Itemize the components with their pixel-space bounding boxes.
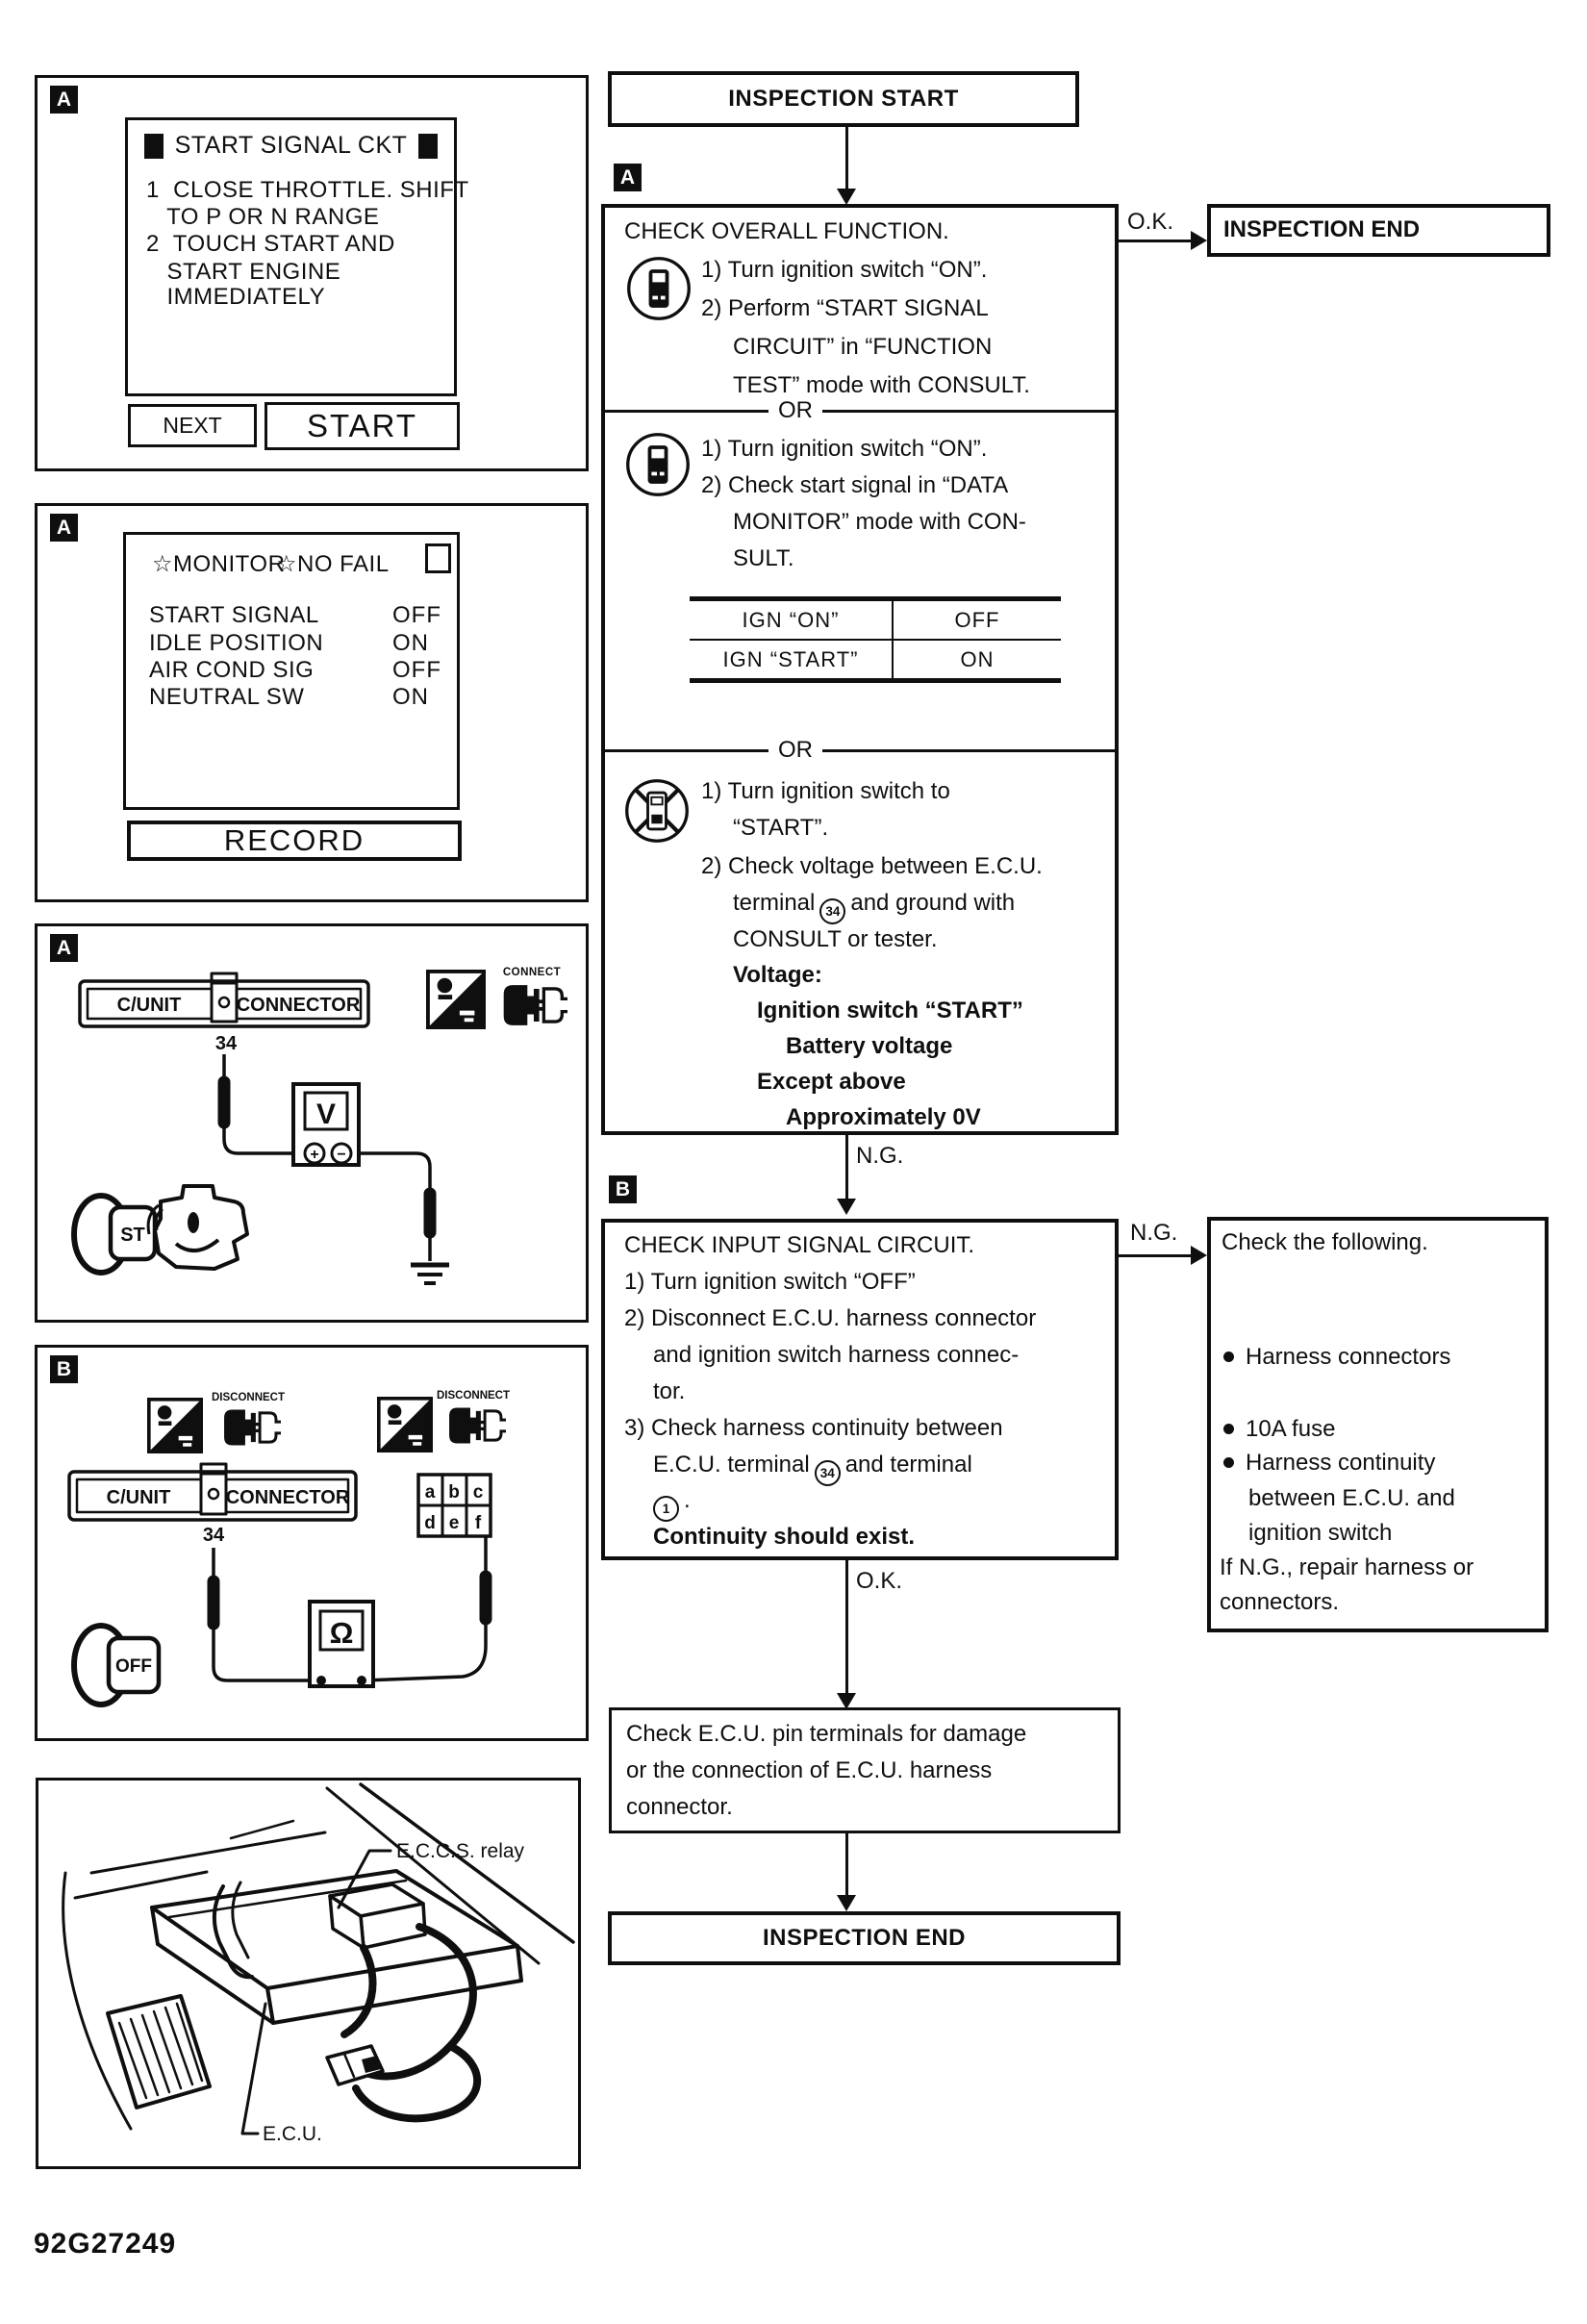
no-consult-icon [622,776,692,846]
arrow-right-icon [1191,231,1207,250]
screen-title-row [128,132,454,160]
connector-plug-icon [504,985,569,1025]
eccs-relay-label: E.C.C.S. relay [396,1840,525,1862]
screen-line: 2 TOUCH START AND [146,231,395,257]
consult-required-icon [624,254,693,323]
ohmmeter-icon [310,1602,373,1686]
svg-text:+: + [310,1147,319,1163]
svg-text:e: e [448,1513,460,1533]
section-badge-a2: A [50,514,78,542]
screen-line: IMMEDIATELY [146,284,326,310]
box-b-step-terminal: 1 . [653,1486,691,1522]
monitor-screen [123,532,460,810]
box-b-step: tor. [653,1378,686,1404]
connector-cartoon-icon [148,1186,247,1269]
ecu-check-line: or the connection of E.C.U. harness [626,1757,993,1783]
cunit-connector-plate [80,973,368,1026]
box-a-step: 2) Check voltage between E.C.U. [701,853,1043,879]
table-cell: OFF [954,607,1000,632]
check-following-title: Check the following. [1222,1229,1428,1255]
monitor-row-value: ON [392,684,429,710]
flow-connector [845,127,848,192]
svg-text:ST: ST [120,1225,145,1246]
ignition-key-start-icon [74,1196,155,1273]
table-cell: IGN “START” [690,641,894,678]
box-a-step: 1) Turn ignition switch “ON”. [701,257,988,283]
box-a-step: 1) Turn ignition switch to [701,778,950,804]
check-following-footer: connectors. [1220,1589,1340,1615]
consult-checker-icon [149,1400,201,1452]
voltage-hookup-drawing [38,926,586,1320]
box-a-title: CHECK OVERALL FUNCTION. [624,218,949,244]
box-b-step: 3) Check harness continuity between [624,1415,1003,1441]
screen-line: TO P OR N RANGE [146,204,380,230]
svg-text:OFF: OFF [115,1656,152,1677]
arrow-right-icon [1191,1246,1207,1265]
or-divider: OR [605,734,1115,767]
svg-text:d: d [424,1513,436,1533]
screen-line: START ENGINE [146,259,341,285]
section-badge-a1: A [50,86,78,114]
black-square-icon [418,134,438,159]
box-a-step: 1) Turn ignition switch “ON”. [701,436,988,462]
box-b-step-terminal: E.C.U. terminal 34 and terminal [653,1451,972,1486]
connect-label: CONNECT [502,967,562,978]
inspection-end-bottom-box: INSPECTION END [608,1911,1121,1965]
arrow-down-icon [837,1199,856,1215]
flow-connector [1119,240,1194,242]
box-a-step: SULT. [733,545,794,571]
table-cell: ON [960,646,995,671]
check-following-item: 10A fuse [1222,1415,1335,1444]
terminal-34-label: 34 [202,1525,225,1546]
check-following-footer: If N.G., repair harness or [1220,1554,1474,1580]
svg-text:CONNECTOR: CONNECTOR [236,995,361,1016]
record-button: RECORD [127,821,462,861]
monitor-row-label: START SIGNAL [149,602,319,628]
ecu-leader-line [242,2004,265,2134]
voltage-spec: Ignition switch “START” [757,998,1023,1023]
box-b-title: CHECK INPUT SIGNAL CIRCUIT. [624,1232,975,1258]
bullet-icon [1223,1424,1234,1434]
box-a-step: “START”. [733,815,829,841]
box-b-step: 1) Turn ignition switch “OFF” [624,1269,916,1295]
cunit-connector-plate [69,1464,356,1520]
box-a-step: TEST” mode with CONSULT. [733,372,1030,398]
svg-text:C/UNIT: C/UNIT [116,995,182,1016]
figure-code: 92G27249 [34,2228,177,2260]
inspection-start-box: INSPECTION START [608,71,1079,127]
bullet-icon [1223,1457,1234,1468]
table-cell: IGN “ON” [690,601,894,639]
or-divider: OR [605,394,1115,427]
flow-badge-a: A [614,164,642,191]
ecu-location-figure-panel [36,1778,581,2169]
voltage-check-diagram-panel [35,923,589,1323]
svg-text:Ω: Ω [329,1616,354,1650]
voltage-spec: Battery voltage [786,1033,953,1059]
ecu-location-drawing [38,1781,578,2166]
svg-text:C/UNIT: C/UNIT [106,1487,171,1508]
svg-text:a: a [424,1482,436,1503]
flow-connector [1119,1254,1191,1257]
ignition-signal-table [690,596,1061,683]
monitor-row-value: OFF [392,657,441,683]
box-b-step: and ignition switch harness connec- [653,1342,1020,1368]
voltage-spec: Voltage: [733,962,822,988]
screen-line: 1 CLOSE THROTTLE. SHIFT [146,177,469,203]
svg-text:−: − [337,1147,346,1163]
arrow-down-icon [837,189,856,205]
circled-terminal-1: 1 [653,1496,679,1522]
disconnect-label: DISCONNECT [436,1390,511,1402]
monitor-row-label: IDLE POSITION [149,630,324,656]
svg-text:b: b [448,1482,460,1503]
monitor-row-value: OFF [392,602,441,628]
consult-required-icon [623,430,693,499]
consult-data-monitor-panel [35,503,589,902]
box-a-step: CIRCUIT” in “FUNCTION [733,334,993,360]
monitor-header-left: ☆MONITOR [152,551,286,577]
box-a-step: MONITOR” mode with CON- [733,509,1026,535]
inspection-end-top-label: INSPECTION END [1223,216,1421,242]
screen-title: START SIGNAL CKT [174,132,408,159]
consult-screen [125,117,469,396]
monitor-row-label: NEUTRAL SW [149,684,305,710]
flow-connector [845,1833,848,1899]
box-a-step: CONSULT or tester. [733,926,938,952]
monitor-header-right: ☆NO FAIL [276,551,390,577]
svg-text:V: V [315,1099,337,1130]
ng-label: N.G. [856,1143,904,1169]
black-square-icon [144,134,164,159]
circled-terminal-34: 34 [815,1460,841,1486]
terminal-34-label: 34 [214,1033,238,1054]
monitor-checkbox-icon [425,543,451,573]
tester-checker-icon [379,1399,431,1451]
svg-text:CONNECTOR: CONNECTOR [225,1487,350,1508]
circled-terminal-34: 34 [819,898,845,924]
monitor-row-label: AIR COND SIG [149,657,315,683]
consult-checker-icon [428,972,484,1027]
box-a-step: 2) Perform “START SIGNAL [701,295,989,321]
ground-icon [411,1265,449,1283]
start-button: START [264,402,460,450]
flow-badge-b: B [609,1175,637,1203]
flow-connector [845,1135,848,1199]
check-following-item: ignition switch [1248,1520,1393,1546]
voltmeter-icon [293,1084,359,1165]
ecu-check-line: connector. [626,1794,733,1820]
ng-label: N.G. [1130,1220,1178,1246]
svg-text:f: f [474,1513,482,1533]
ecu-check-line: Check E.C.U. pin terminals for damage [626,1721,1027,1747]
next-button: NEXT [128,404,257,447]
check-following-item: Harness connectors [1222,1343,1450,1372]
box-b-step: 2) Disconnect E.C.U. harness connector [624,1305,1037,1331]
continuity-check-diagram-panel [35,1345,589,1741]
consult-function-test-panel [35,75,589,471]
ignition-key-off-icon [74,1626,159,1705]
continuity-hookup-drawing [38,1348,586,1738]
ok-label: O.K. [856,1568,903,1594]
ecu-label: E.C.U. [263,2123,322,2145]
continuity-spec: Continuity should exist. [653,1524,916,1550]
section-badge-a3: A [50,934,78,962]
arrow-down-icon [837,1895,856,1911]
section-badge-b1: B [50,1355,78,1383]
ok-label: O.K. [1127,209,1174,235]
svg-text:c: c [472,1482,484,1503]
check-following-item: between E.C.U. and [1248,1485,1455,1511]
check-following-item: Harness continuity [1222,1449,1435,1478]
voltage-spec: Except above [757,1069,906,1095]
box-a-step: 2) Check start signal in “DATA [701,472,1009,498]
connector-plug-icon [224,1409,283,1445]
disconnect-label: DISCONNECT [211,1392,286,1403]
connector-plug-icon [449,1407,508,1443]
box-a-step-terminal: terminal 34 and ground with [733,889,1015,924]
bullet-icon [1223,1351,1234,1362]
voltage-spec: Approximately 0V [786,1104,981,1130]
monitor-row-value: ON [392,630,429,656]
flow-connector [845,1560,848,1695]
